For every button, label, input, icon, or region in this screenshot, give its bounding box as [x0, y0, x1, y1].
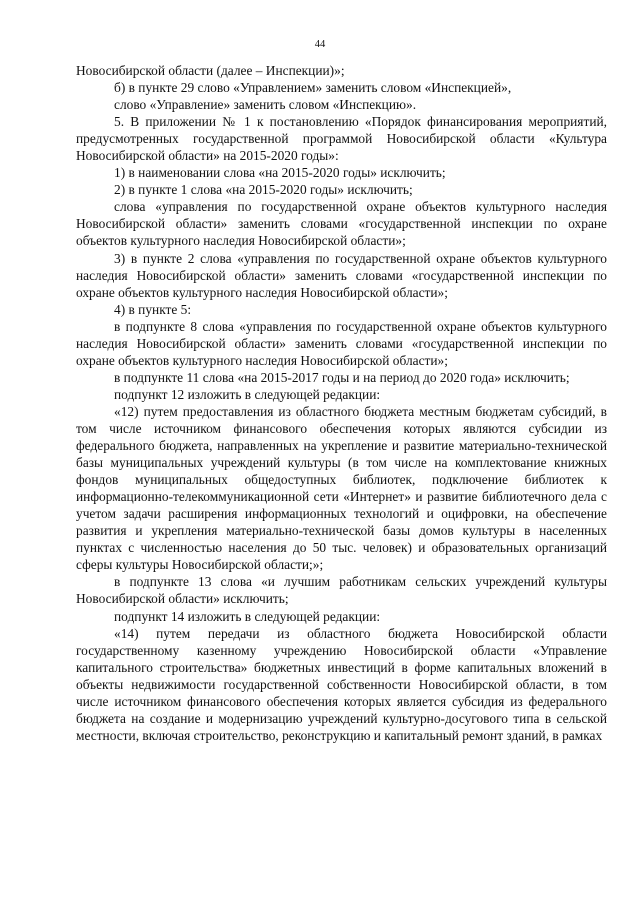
paragraph: 1) в наименовании слова «на 2015-2020 годы» исключить;	[114, 165, 446, 181]
paragraph: «12) путем предоставления из областного бюджета местным бюджетам субсидий, в том числе источником финансового обеспечения которых являются субсидии из федерального бюджета, направленных на укрепление и развитие материально-технической базы муниципальных учреждений культуры (в том числе на комплектование книжных фондов муниципальных общедоступных библиотек, подключение библиотек к информационно-телекоммуникационной сети «Интернет» и развитие библиотечного дела с учетом задачи расширения информационных технологий и оцифровки, на обеспечение развития и укрепления материально-технической базы домов культуры в населенных пунктах с численностью населения до 50 тыс. человек) и образовательных организаций сферы культуры Новосибирской области;»;	[76, 403, 607, 573]
paragraph: подпункт 12 изложить в следующей редакции:	[114, 386, 381, 402]
paragraph: в подпункте 13 слова «и лучшим работникам сельских учреждений культуры Новосибирской области» исключить;	[76, 574, 607, 607]
paragraph: подпункт 14 изложить в следующей редакции:	[114, 608, 381, 624]
paragraph: «14) путем передачи из областного бюджета Новосибирской области государственному казенному учреждению Новосибирской области «Управление капитального строительства» бюджетных инвестиций в форме капитальных вложений в объекты недвижимости государственной собственности Новосибирской области, в том числе источником финансового обеспечения которых является субсидия из федерального бюджета на создание и модернизацию учреждений культурно-досугового типа в сельской местности, включая строительство, реконструкцию и капитальный ремонт зданий, в рамках	[76, 625, 607, 743]
paragraph: 2) в пункте 1 слова «на 2015-2020 годы» исключить;	[114, 182, 413, 198]
paragraph: 4) в пункте 5:	[114, 301, 192, 317]
paragraph: 5. В приложении № 1 к постановлению «Порядок финансирования мероприятий, предусмотренных государственной программой Новосибирской области «Культура Новосибирской области» на 2015-2020 годы»:	[76, 114, 607, 164]
paragraph: Новосибирской области (далее – Инспекции)»;	[76, 63, 345, 78]
paragraph: слово «Управление» заменить словом «Инспекцию».	[114, 97, 417, 113]
paragraph: слова «управления по государственной охране объектов культурного наследия Новосибирской области» заменить словами «государственной инспекции по охране объектов культурного наследия Новосибирской области»;	[76, 199, 607, 249]
paragraph: в подпункте 8 слова «управления по государственной охране объектов культурного наследия Новосибирской области» заменить словами «государственной инспекции по охране объектов культурного наследия Новосибирской области»;	[76, 318, 607, 368]
paragraph: б) в пункте 29 слово «Управлением» заменить словом «Инспекцией»,	[114, 80, 512, 96]
paragraph: в подпункте 11 слова «на 2015-2017 годы и на период до 2020 года» исключить;	[114, 369, 570, 385]
document-body	[76, 62, 607, 744]
page-number: 44	[314, 39, 326, 50]
paragraph: 3) в пункте 2 слова «управления по государственной охране объектов культурного наследия Новосибирской области» заменить словами «государственной инспекции по охране объектов культурного наследия Новосибирской области»;	[76, 250, 607, 300]
